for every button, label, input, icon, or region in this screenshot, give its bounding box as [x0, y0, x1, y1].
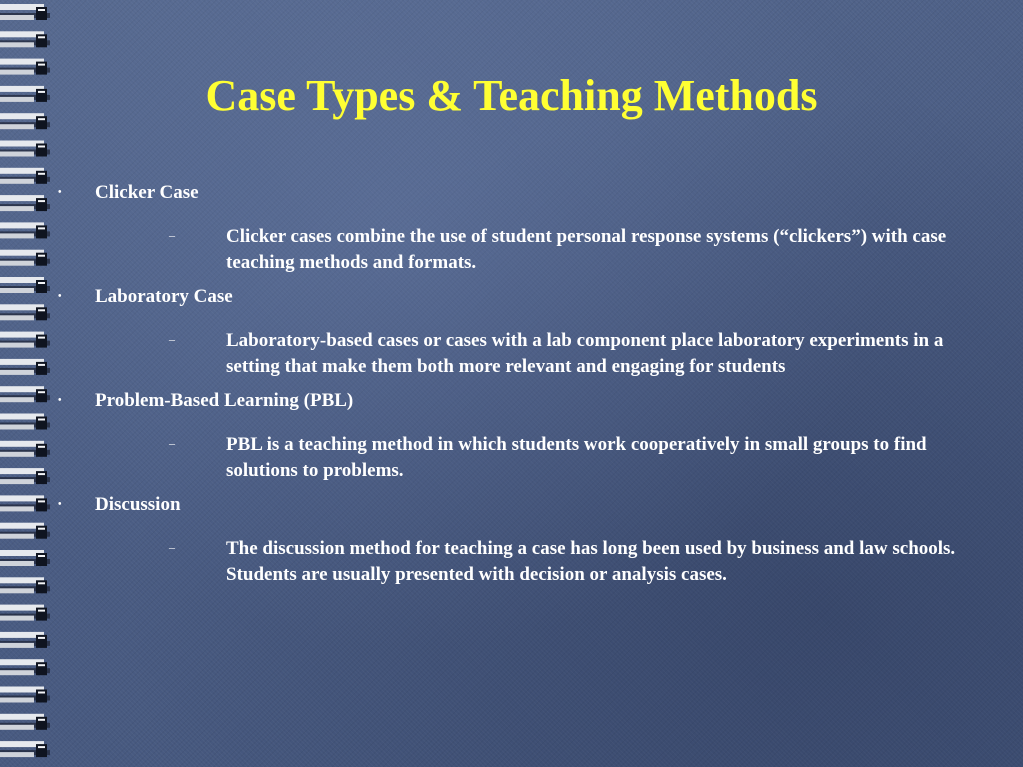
binding-ring: [0, 4, 50, 20]
binding-ring: [0, 386, 50, 402]
binding-ring: [0, 659, 50, 675]
binding-ring: [0, 168, 50, 184]
bullet-icon: •: [58, 499, 62, 510]
binding-ring: [0, 332, 50, 348]
case-name: Problem-Based Learning (PBL): [95, 390, 354, 411]
case-description-text: Laboratory-based cases or cases with a lab component place laboratory experiments in a setting that make them both more relevant and engaging for students: [226, 330, 944, 377]
dash-icon: –: [169, 228, 175, 242]
case-name: Laboratory Case: [95, 286, 233, 307]
case-description: [56, 520, 976, 594]
case-item-laboratory: [56, 282, 976, 386]
binding-ring: [0, 195, 50, 211]
case-description-text: PBL is a teaching method in which students work cooperatively in small groups to find solutions to problems.: [226, 434, 927, 481]
case-name: Clicker Case: [95, 182, 199, 203]
bullet-icon: •: [58, 187, 62, 198]
case-heading: [56, 282, 976, 312]
dash-icon: –: [169, 332, 175, 346]
case-description-text: The discussion method for teaching a case has long been used by business and law schools. Students are usually presented with decision or analysis cases.: [226, 538, 956, 585]
case-heading: [56, 386, 976, 416]
bullet-icon: •: [58, 291, 62, 302]
case-name: Discussion: [95, 494, 181, 515]
slide-title: Case Types & Teaching Methods: [205, 71, 818, 120]
case-item-pbl: [56, 386, 976, 490]
binding-ring: [0, 141, 50, 157]
binding-ring: [0, 687, 50, 703]
binding-ring: [0, 468, 50, 484]
case-heading: [56, 178, 976, 208]
dash-icon: –: [169, 540, 175, 554]
binding-ring: [0, 304, 50, 320]
binding-ring: [0, 714, 50, 730]
case-description-text: Clicker cases combine the use of student personal response systems (“clickers”) with case teaching methods and formats.: [226, 226, 947, 273]
bullet-icon: •: [58, 395, 62, 406]
case-list: [56, 178, 976, 594]
case-item-clicker: [56, 178, 976, 282]
case-description: [56, 312, 976, 386]
binding-ring: [0, 250, 50, 266]
case-heading: [56, 490, 976, 520]
binding-ring: [0, 632, 50, 648]
binding-ring: [0, 741, 50, 757]
binding-ring: [0, 222, 50, 238]
binding-ring: [0, 495, 50, 511]
binding-ring: [0, 605, 50, 621]
case-description: [56, 208, 976, 282]
binding-ring: [0, 31, 50, 47]
binding-ring: [0, 277, 50, 293]
binding-ring: [0, 577, 50, 593]
case-item-discussion: [56, 490, 976, 594]
binding-ring: [0, 523, 50, 539]
binding-ring: [0, 550, 50, 566]
case-description: [56, 416, 976, 490]
binding-ring: [0, 441, 50, 457]
binding-ring: [0, 359, 50, 375]
dash-icon: –: [169, 436, 175, 450]
binding-ring: [0, 414, 50, 430]
